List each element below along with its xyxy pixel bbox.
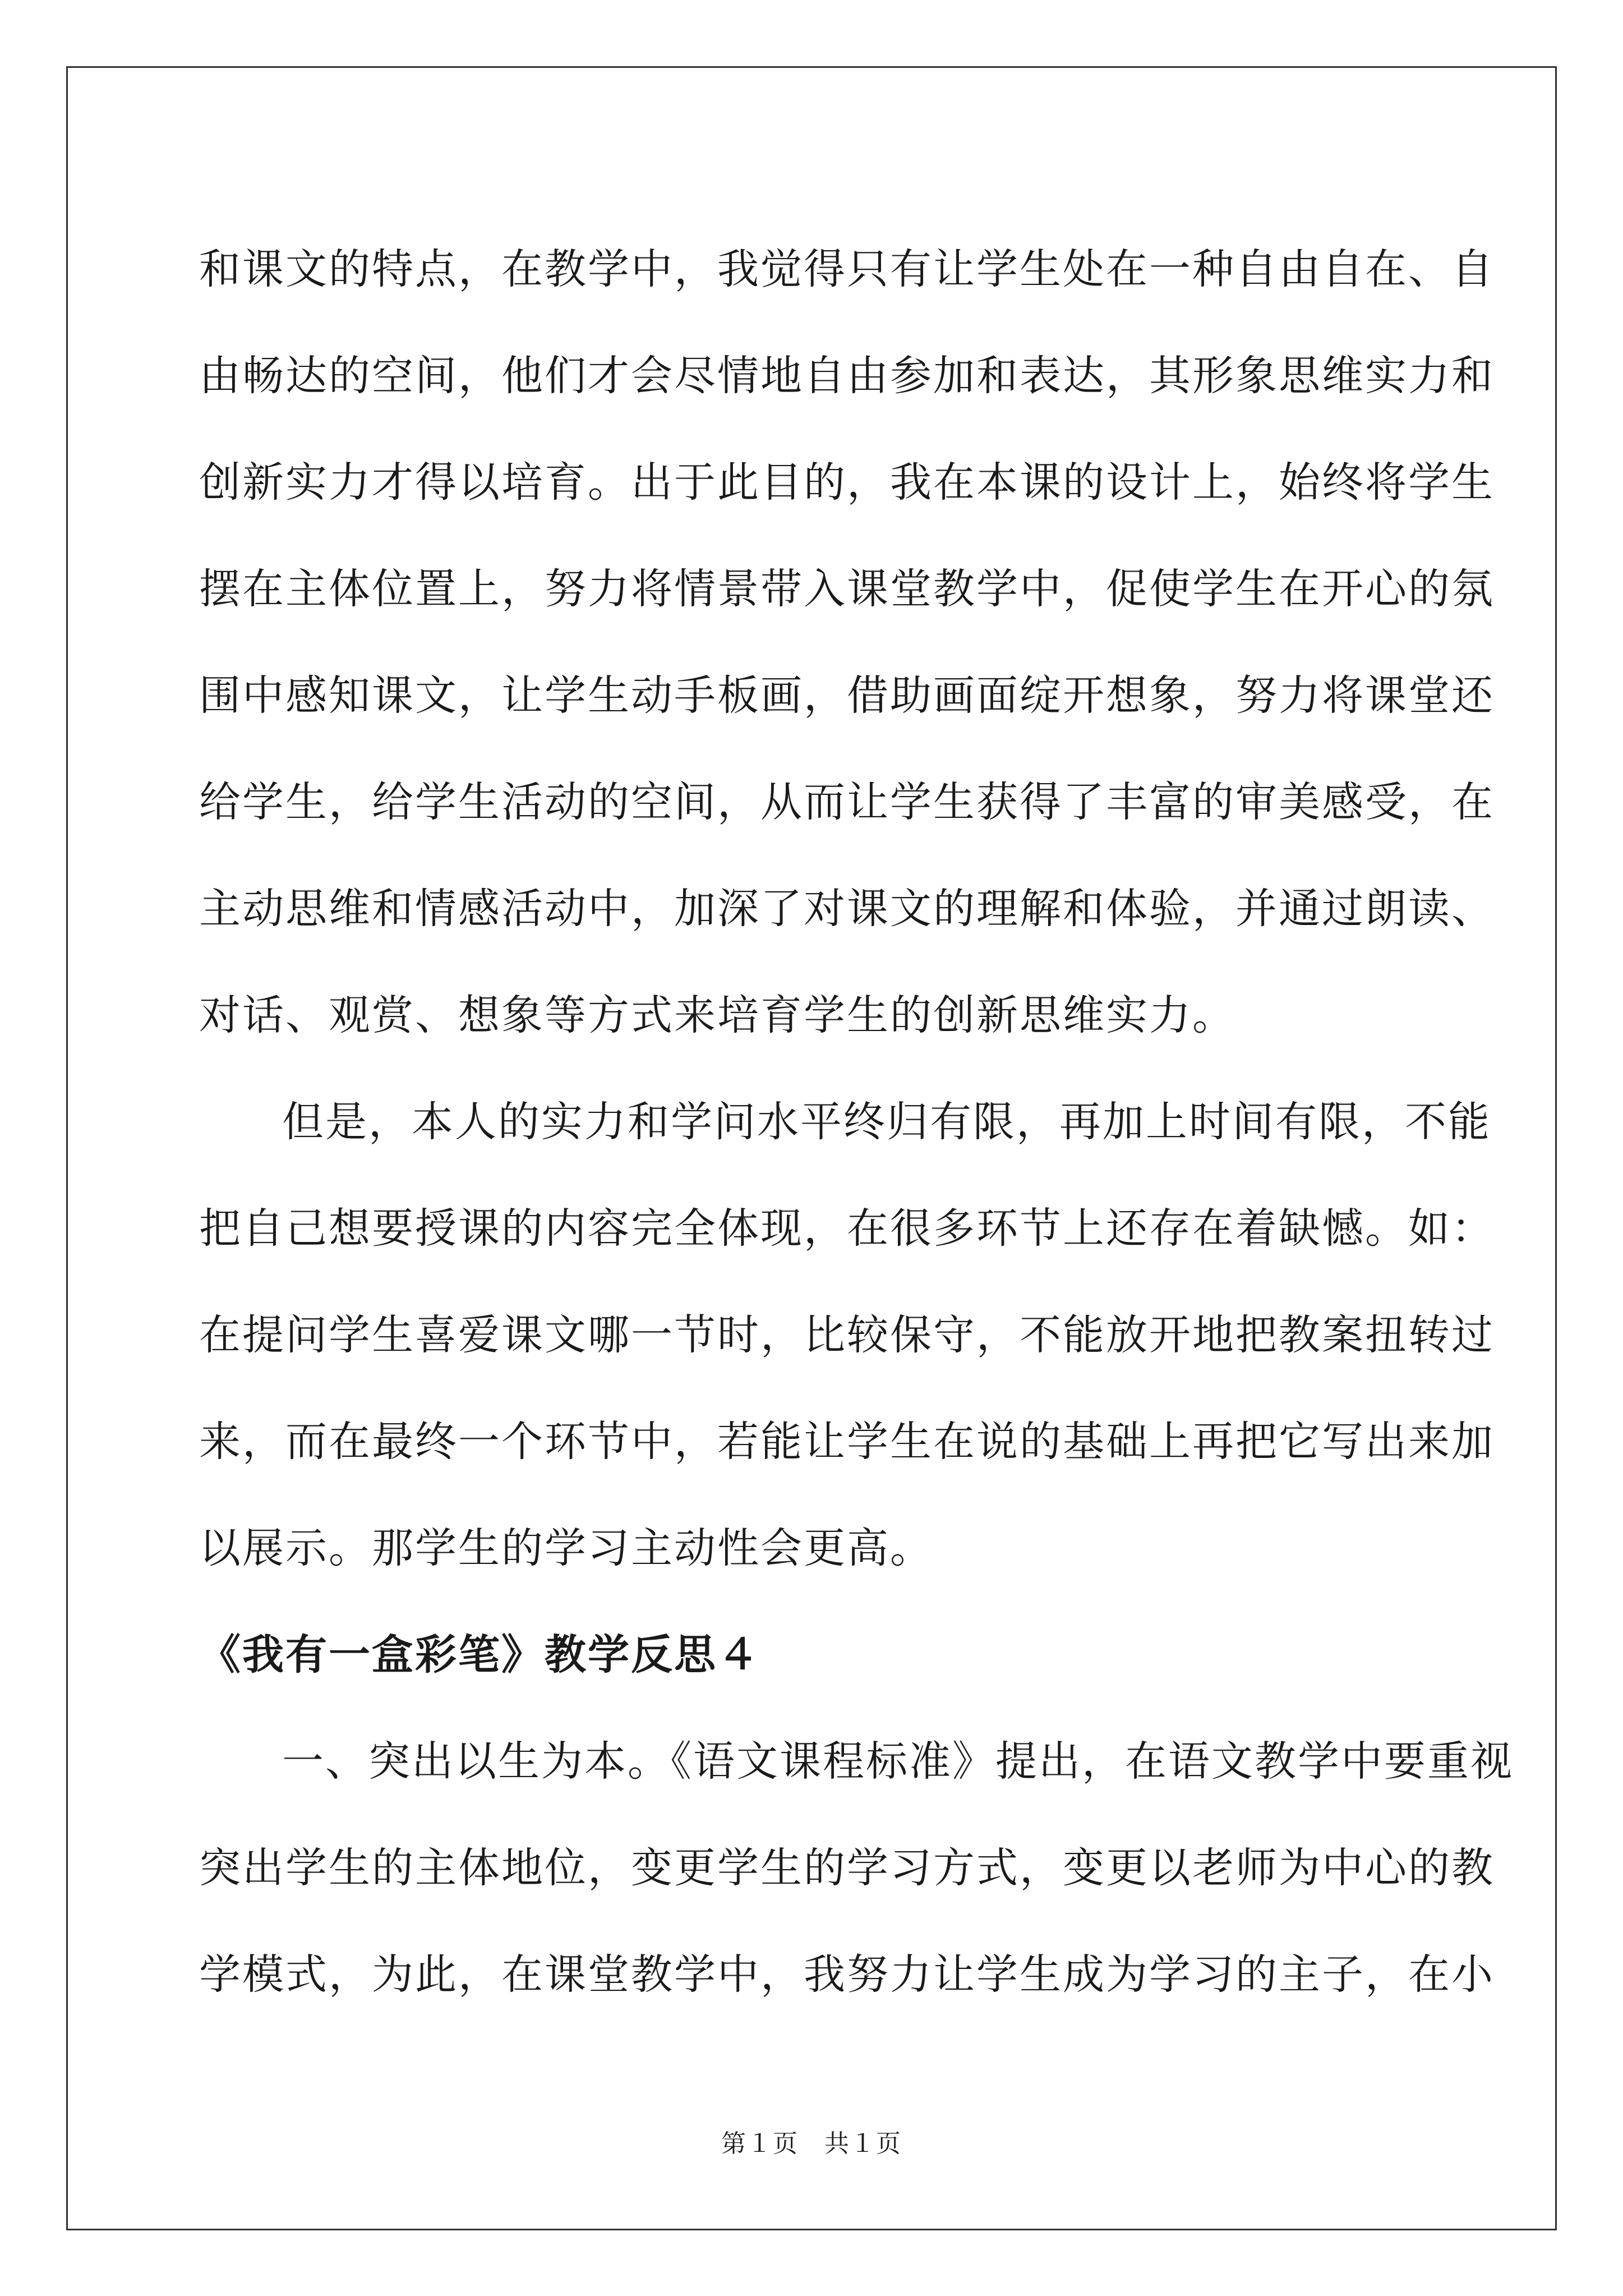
- document-body: [199, 216, 1514, 2028]
- paragraph-line: 来，而在最终一个环节中，若能让学生在说的基础上再把它写出来加: [199, 1418, 1495, 1466]
- paragraph-line: 学模式，为此，在课堂教学中，我努力让学生成为学习的主子，在小: [199, 1950, 1495, 1999]
- paragraph-1: [199, 216, 1495, 1069]
- paragraph-line: 对话、观赏、想象等方式来培育学生的创新思维实力。: [199, 991, 1235, 1039]
- paragraph-line: 以展示。那学生的学习主动性会更高。: [199, 1524, 933, 1572]
- page-footer: 第１页 共１页: [721, 2129, 902, 2158]
- paragraph-line: 创新实力才得以培育。出于此目的，我在本课的设计上，始终将学生: [199, 458, 1495, 507]
- paragraph-3: [199, 1708, 1514, 2028]
- paragraph-line: 在提问学生喜爱课文哪一节时，比较保守，不能放开地把教案扭转过: [199, 1311, 1495, 1359]
- paragraph-2: [199, 1069, 1495, 1602]
- section-heading: 《我有一盒彩笔》教学反思４: [199, 1631, 760, 1679]
- paragraph-line: 但是，本人的实力和学问水平终归有限，再加上时间有限，不能: [282, 1098, 1491, 1146]
- paragraph-line: 和课文的特点，在教学中，我觉得只有让学生处在一种自由自在、自: [199, 245, 1495, 293]
- paragraph-line: 一、突出以生为本。《语文课程标准》提出，在语文教学中要重视: [282, 1737, 1514, 1786]
- paragraph-line: 主动思维和情感活动中，加深了对课文的理解和体验，并通过朗读、: [199, 885, 1495, 933]
- paragraph-line: 把自己想要授课的内容完全体现，在很多环节上还存在着缺憾。如：: [199, 1204, 1495, 1253]
- paragraph-line: 围中感知课文，让学生动手板画，借助画面绽开想象，努力将课堂还: [199, 671, 1495, 720]
- paragraph-line: 给学生，给学生活动的空间，从而让学生获得了丰富的审美感受，在: [199, 778, 1495, 826]
- paragraph-line: 突出学生的主体地位，变更学生的学习方式，变更以老师为中心的教: [199, 1844, 1495, 1892]
- paragraph-line: 由畅达的空间，他们才会尽情地自由参加和表达，其形象思维实力和: [199, 352, 1495, 400]
- paragraph-line: 摆在主体位置上，努力将情景带入课堂教学中，促使学生在开心的氛: [199, 565, 1495, 613]
